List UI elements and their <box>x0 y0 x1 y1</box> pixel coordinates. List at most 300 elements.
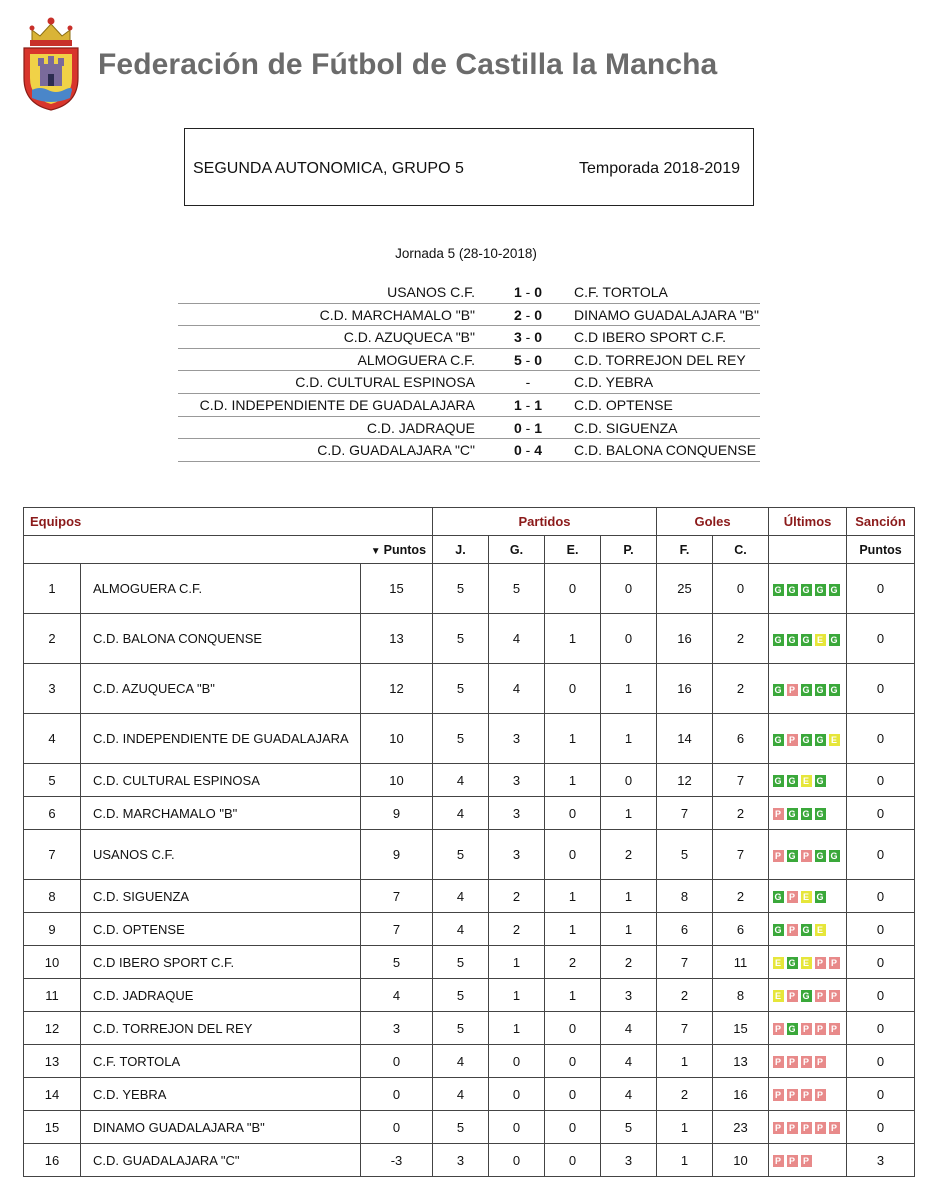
competition-box <box>184 128 754 206</box>
row-played: 4 <box>433 913 489 946</box>
row-goals-against: 13 <box>713 1045 769 1078</box>
row-goals-for: 8 <box>657 880 713 913</box>
result-chip: P <box>800 1055 813 1069</box>
row-position: 1 <box>24 564 81 614</box>
row-team-name: C.D. BALONA CONQUENSE <box>81 614 361 664</box>
result-chip: G <box>786 583 799 597</box>
row-points: 7 <box>361 880 433 913</box>
row-points: -3 <box>361 1144 433 1177</box>
last-results-chips <box>772 890 844 904</box>
row-drawn: 0 <box>545 1111 601 1144</box>
result-chip: E <box>800 890 813 904</box>
header-g: G. <box>489 536 545 564</box>
standings-row <box>24 664 915 714</box>
result-chip: G <box>828 583 841 597</box>
table-header-columns <box>24 536 915 564</box>
row-points: 9 <box>361 830 433 880</box>
row-played: 5 <box>433 1012 489 1045</box>
row-sanction-points: 0 <box>847 979 915 1012</box>
row-goals-for: 7 <box>657 1012 713 1045</box>
row-team-name: C.D. INDEPENDIENTE DE GUADALAJARA <box>81 714 361 764</box>
row-goals-against: 10 <box>713 1144 769 1177</box>
row-played: 4 <box>433 797 489 830</box>
row-goals-against: 8 <box>713 979 769 1012</box>
row-position: 9 <box>24 913 81 946</box>
row-goals-against: 11 <box>713 946 769 979</box>
standings-row <box>24 764 915 797</box>
result-chip: P <box>786 923 799 937</box>
row-position: 14 <box>24 1078 81 1111</box>
row-won: 3 <box>489 714 545 764</box>
result-chip: P <box>828 1121 841 1135</box>
last-results-chips <box>772 956 844 970</box>
result-home-goals: 1 <box>513 284 522 300</box>
last-results-chips <box>772 583 844 597</box>
result-row <box>178 304 760 327</box>
row-drawn: 0 <box>545 1144 601 1177</box>
header-c: C. <box>713 536 769 564</box>
result-chip: G <box>800 683 813 697</box>
row-team-name: C.D. JADRAQUE <box>81 979 361 1012</box>
row-goals-against: 7 <box>713 764 769 797</box>
row-last-results <box>769 1144 847 1177</box>
row-last-results <box>769 1111 847 1144</box>
row-sanction-points: 0 <box>847 1078 915 1111</box>
result-chip: P <box>828 1022 841 1036</box>
row-drawn: 1 <box>545 714 601 764</box>
jornada-label: Jornada 5 (28-10-2018) <box>395 246 537 261</box>
result-chip: P <box>828 956 841 970</box>
row-won: 1 <box>489 1012 545 1045</box>
row-team-name: C.F. TORTOLA <box>81 1045 361 1078</box>
result-home-goals: 3 <box>513 329 522 346</box>
result-chip: P <box>814 1055 827 1069</box>
last-results-chips <box>772 1022 844 1036</box>
row-drawn: 1 <box>545 880 601 913</box>
row-sanction-points: 0 <box>847 880 915 913</box>
result-chip: P <box>786 1121 799 1135</box>
row-team-name: C.D. SIGUENZA <box>81 880 361 913</box>
row-team-name: C.D IBERO SPORT C.F. <box>81 946 361 979</box>
result-chip: G <box>814 890 827 904</box>
result-chip: G <box>786 633 799 647</box>
row-sanction-points: 0 <box>847 564 915 614</box>
result-row <box>178 394 760 417</box>
row-goals-for: 7 <box>657 797 713 830</box>
last-results-chips <box>772 849 844 863</box>
last-results-chips <box>772 733 844 747</box>
row-position: 7 <box>24 830 81 880</box>
result-chip: P <box>786 1088 799 1102</box>
row-last-results <box>769 913 847 946</box>
row-sanction-points: 0 <box>847 946 915 979</box>
row-won: 0 <box>489 1111 545 1144</box>
row-sanction-points: 0 <box>847 664 915 714</box>
result-chip: G <box>786 774 799 788</box>
result-chip: G <box>786 956 799 970</box>
row-points: 10 <box>361 764 433 797</box>
result-chip: P <box>772 1121 785 1135</box>
federation-crest-logo <box>18 12 84 112</box>
header-puntos-label: Puntos <box>383 542 427 557</box>
standings-row <box>24 1144 915 1177</box>
row-team-name: C.D. GUADALAJARA "C" <box>81 1144 361 1177</box>
row-goals-against: 2 <box>713 664 769 714</box>
row-goals-for: 1 <box>657 1045 713 1078</box>
row-drawn: 0 <box>545 564 601 614</box>
row-team-name: C.D. AZUQUECA "B" <box>81 664 361 714</box>
row-last-results <box>769 664 847 714</box>
row-played: 5 <box>433 664 489 714</box>
row-last-results <box>769 979 847 1012</box>
row-goals-against: 23 <box>713 1111 769 1144</box>
result-score: 5 - 0 <box>513 351 543 368</box>
result-chip: G <box>786 1022 799 1036</box>
row-position: 10 <box>24 946 81 979</box>
row-lost: 1 <box>601 913 657 946</box>
result-chip: G <box>800 733 813 747</box>
standings-row <box>24 714 915 764</box>
result-chip: P <box>800 1154 813 1168</box>
last-results-chips <box>772 1088 844 1102</box>
row-sanction-points: 0 <box>847 614 915 664</box>
row-drawn: 0 <box>545 664 601 714</box>
competition-name: SEGUNDA AUTONOMICA, GRUPO 5 <box>193 160 464 177</box>
row-points: 0 <box>361 1045 433 1078</box>
last-results-chips <box>772 1055 844 1069</box>
row-points: 3 <box>361 1012 433 1045</box>
result-chip: G <box>772 683 785 697</box>
header-goles: Goles <box>657 508 769 536</box>
row-played: 5 <box>433 979 489 1012</box>
row-lost: 3 <box>601 979 657 1012</box>
row-team-name: C.D. YEBRA <box>81 1078 361 1111</box>
result-home-team: C.D. MARCHAMALO "B" <box>319 306 475 323</box>
row-goals-for: 1 <box>657 1144 713 1177</box>
row-lost: 3 <box>601 1144 657 1177</box>
result-chip: G <box>786 849 799 863</box>
row-position: 8 <box>24 880 81 913</box>
result-away-goals: 0 <box>534 351 543 368</box>
row-points: 7 <box>361 913 433 946</box>
last-results-chips <box>772 989 844 1003</box>
standings-row <box>24 913 915 946</box>
row-drawn: 1 <box>545 979 601 1012</box>
row-position: 5 <box>24 764 81 797</box>
header-equipos: Equipos <box>24 508 433 536</box>
row-team-name: DINAMO GUADALAJARA "B" <box>81 1111 361 1144</box>
standings-row <box>24 614 915 664</box>
result-row <box>178 326 760 349</box>
row-last-results <box>769 830 847 880</box>
result-score: 0 - 4 <box>513 442 543 459</box>
row-won: 5 <box>489 564 545 614</box>
result-chip: G <box>814 583 827 597</box>
row-lost: 0 <box>601 764 657 797</box>
result-chip: P <box>786 733 799 747</box>
result-home-team: C.D. GUADALAJARA "C" <box>317 442 475 459</box>
row-points: 10 <box>361 714 433 764</box>
row-sanction-points: 3 <box>847 1144 915 1177</box>
result-chip: G <box>800 989 813 1003</box>
row-goals-against: 16 <box>713 1078 769 1111</box>
result-score: 0 - 1 <box>513 419 543 436</box>
result-away-team: C.D. SIGUENZA <box>574 419 678 436</box>
row-goals-against: 0 <box>713 564 769 614</box>
standings-row <box>24 564 915 614</box>
season-label: Temporada 2018-2019 <box>578 160 740 177</box>
result-chip: P <box>814 956 827 970</box>
standings-table <box>23 507 915 1177</box>
header-sancion: Sanción <box>847 508 915 536</box>
row-lost: 1 <box>601 664 657 714</box>
result-chip: E <box>828 733 841 747</box>
row-won: 2 <box>489 880 545 913</box>
result-row <box>178 281 760 304</box>
row-position: 15 <box>24 1111 81 1144</box>
header-p: P. <box>601 536 657 564</box>
sort-desc-icon: ▼ <box>370 545 381 557</box>
result-chip: E <box>772 989 785 1003</box>
header-puntos-sort[interactable] <box>24 536 433 564</box>
result-chip: P <box>786 683 799 697</box>
standings-row <box>24 1012 915 1045</box>
row-won: 3 <box>489 830 545 880</box>
row-played: 4 <box>433 880 489 913</box>
row-played: 4 <box>433 764 489 797</box>
row-won: 0 <box>489 1144 545 1177</box>
row-sanction-points: 0 <box>847 1012 915 1045</box>
row-team-name: C.D. MARCHAMALO "B" <box>81 797 361 830</box>
result-score: 1 - 1 <box>513 396 543 413</box>
result-chip: P <box>800 849 813 863</box>
result-chip: G <box>800 583 813 597</box>
row-drawn: 1 <box>545 614 601 664</box>
result-chip: G <box>828 683 841 697</box>
row-sanction-points: 0 <box>847 830 915 880</box>
row-last-results <box>769 946 847 979</box>
result-away-goals: 0 <box>534 284 543 300</box>
row-played: 5 <box>433 830 489 880</box>
result-chip: P <box>828 989 841 1003</box>
row-position: 12 <box>24 1012 81 1045</box>
result-chip: G <box>800 807 813 821</box>
row-played: 5 <box>433 1111 489 1144</box>
row-won: 0 <box>489 1045 545 1078</box>
row-drawn: 1 <box>545 913 601 946</box>
row-sanction-points: 0 <box>847 1111 915 1144</box>
row-lost: 0 <box>601 564 657 614</box>
result-chip: P <box>814 1088 827 1102</box>
result-row <box>178 417 760 440</box>
row-sanction-points: 0 <box>847 764 915 797</box>
result-home-team: C.D. JADRAQUE <box>366 419 475 436</box>
result-chip: P <box>814 989 827 1003</box>
result-chip: G <box>800 633 813 647</box>
row-team-name: USANOS C.F. <box>81 830 361 880</box>
row-goals-for: 12 <box>657 764 713 797</box>
result-chip: G <box>828 633 841 647</box>
result-chip: G <box>772 774 785 788</box>
result-chip: G <box>828 849 841 863</box>
row-won: 4 <box>489 664 545 714</box>
row-lost: 4 <box>601 1045 657 1078</box>
result-away-goals: 1 <box>534 419 543 436</box>
row-won: 2 <box>489 913 545 946</box>
header-ultimos: Últimos <box>769 508 847 536</box>
result-chip: G <box>772 923 785 937</box>
row-team-name: ALMOGUERA C.F. <box>81 564 361 614</box>
header-sancion-puntos: Puntos <box>847 536 915 564</box>
standings-row <box>24 880 915 913</box>
result-chip: P <box>800 1121 813 1135</box>
row-lost: 2 <box>601 830 657 880</box>
row-last-results <box>769 714 847 764</box>
row-won: 4 <box>489 614 545 664</box>
last-results-chips <box>772 1121 844 1135</box>
row-goals-against: 6 <box>713 913 769 946</box>
result-home-goals: 0 <box>513 419 522 436</box>
row-last-results <box>769 764 847 797</box>
result-chip: G <box>772 890 785 904</box>
last-results-chips <box>772 633 844 647</box>
result-away-team: C.F. TORTOLA <box>574 284 668 300</box>
row-points: 4 <box>361 979 433 1012</box>
result-score: 2 - 0 <box>513 306 543 323</box>
result-chip: E <box>800 956 813 970</box>
row-goals-for: 7 <box>657 946 713 979</box>
result-chip: P <box>772 849 785 863</box>
standings-row <box>24 1078 915 1111</box>
row-position: 2 <box>24 614 81 664</box>
results-list <box>178 281 760 462</box>
row-goals-for: 1 <box>657 1111 713 1144</box>
result-home-team: C.D. INDEPENDIENTE DE GUADALAJARA <box>199 396 475 413</box>
result-score: 1 - 0 <box>513 284 543 300</box>
row-played: 5 <box>433 946 489 979</box>
row-goals-for: 6 <box>657 913 713 946</box>
row-lost: 5 <box>601 1111 657 1144</box>
row-won: 1 <box>489 946 545 979</box>
standings-row <box>24 946 915 979</box>
standings-row <box>24 979 915 1012</box>
row-drawn: 0 <box>545 1012 601 1045</box>
row-goals-against: 6 <box>713 714 769 764</box>
header-ultimos-blank <box>769 536 847 564</box>
row-lost: 4 <box>601 1012 657 1045</box>
result-chip: P <box>772 1022 785 1036</box>
row-position: 11 <box>24 979 81 1012</box>
result-chip: G <box>772 583 785 597</box>
result-home-team: ALMOGUERA C.F. <box>357 351 475 368</box>
row-goals-for: 25 <box>657 564 713 614</box>
result-chip: G <box>786 807 799 821</box>
result-chip: P <box>786 1055 799 1069</box>
row-last-results <box>769 1045 847 1078</box>
row-goals-for: 2 <box>657 1078 713 1111</box>
row-played: 5 <box>433 714 489 764</box>
standings-row <box>24 797 915 830</box>
result-home-goals: 5 <box>513 351 522 368</box>
row-won: 0 <box>489 1078 545 1111</box>
result-away-goals: 1 <box>534 396 543 413</box>
result-chip: P <box>772 1055 785 1069</box>
row-position: 4 <box>24 714 81 764</box>
row-sanction-points: 0 <box>847 714 915 764</box>
result-row <box>178 439 760 462</box>
row-last-results <box>769 1078 847 1111</box>
result-score: 3 - 0 <box>513 329 543 346</box>
row-sanction-points: 0 <box>847 797 915 830</box>
result-away-goals: 0 <box>534 306 543 323</box>
row-last-results <box>769 564 847 614</box>
result-home-goals: 1 <box>513 396 522 413</box>
row-team-name: C.D. OPTENSE <box>81 913 361 946</box>
result-chip: G <box>800 923 813 937</box>
last-results-chips <box>772 923 844 937</box>
result-chip: P <box>786 890 799 904</box>
row-won: 1 <box>489 979 545 1012</box>
row-goals-for: 5 <box>657 830 713 880</box>
row-sanction-points: 0 <box>847 1045 915 1078</box>
row-goals-against: 2 <box>713 797 769 830</box>
result-chip: P <box>772 1088 785 1102</box>
result-chip: P <box>786 989 799 1003</box>
row-drawn: 0 <box>545 1045 601 1078</box>
header-j: J. <box>433 536 489 564</box>
row-goals-against: 7 <box>713 830 769 880</box>
row-played: 5 <box>433 564 489 614</box>
standings-row <box>24 830 915 880</box>
result-chip: E <box>814 923 827 937</box>
row-drawn: 0 <box>545 797 601 830</box>
row-position: 13 <box>24 1045 81 1078</box>
result-away-team: C.D. OPTENSE <box>574 396 673 413</box>
result-home-goals: 2 <box>513 306 522 323</box>
row-last-results <box>769 614 847 664</box>
row-played: 4 <box>433 1045 489 1078</box>
row-points: 0 <box>361 1111 433 1144</box>
result-away-team: C.D. TORREJON DEL REY <box>574 351 746 368</box>
result-chip: G <box>814 774 827 788</box>
result-chip: P <box>800 1022 813 1036</box>
result-away-team: C.D. BALONA CONQUENSE <box>574 442 757 459</box>
row-last-results <box>769 880 847 913</box>
row-goals-for: 16 <box>657 614 713 664</box>
result-home-team: USANOS C.F. <box>387 284 475 300</box>
result-row <box>178 349 760 372</box>
result-chip: G <box>814 733 827 747</box>
result-chip: G <box>814 849 827 863</box>
header-partidos: Partidos <box>433 508 657 536</box>
row-position: 3 <box>24 664 81 714</box>
table-header-groups <box>24 508 915 536</box>
result-away-goals: 0 <box>534 329 543 346</box>
result-chip: P <box>786 1154 799 1168</box>
result-score: - <box>525 374 531 391</box>
row-points: 9 <box>361 797 433 830</box>
row-points: 15 <box>361 564 433 614</box>
row-goals-against: 2 <box>713 614 769 664</box>
result-chip: P <box>814 1022 827 1036</box>
result-chip: P <box>772 1154 785 1168</box>
row-lost: 1 <box>601 880 657 913</box>
result-row <box>178 371 760 394</box>
result-chip: G <box>772 633 785 647</box>
row-drawn: 1 <box>545 764 601 797</box>
row-position: 6 <box>24 797 81 830</box>
row-goals-for: 14 <box>657 714 713 764</box>
